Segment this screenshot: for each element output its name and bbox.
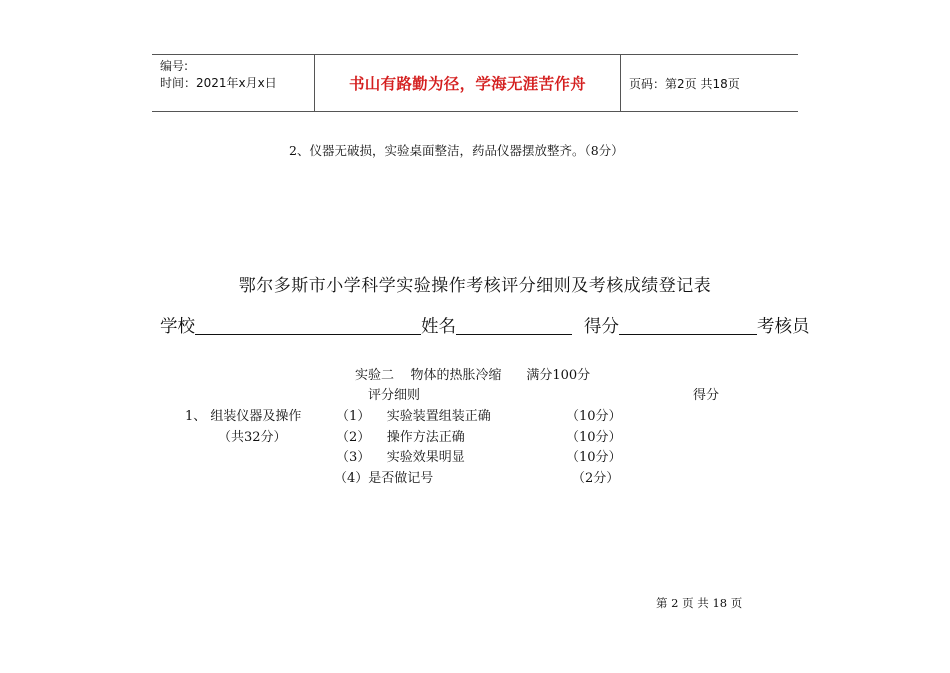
examiner-label: 考核员 (757, 317, 810, 337)
experiment-heading: 实验二 物体的热胀冷缩 满分100分 (355, 368, 591, 383)
page-title: 鄂尔多斯市小学科学实验操作考核评分细则及考核成绩登记表 (238, 276, 712, 296)
header-motto-box (314, 54, 621, 111)
previous-criterion-line: 2、仪器无破损，实验桌面整洁，药品仪器摆放整齐。（8分） (289, 143, 624, 158)
criterion-item-text: （3） 实验效果明显 (336, 450, 465, 465)
criterion-item-points: （10分） (566, 409, 622, 424)
criterion-item-text: （4）是否做记号 (334, 471, 434, 486)
criterion-item-points: （10分） (566, 430, 622, 445)
name-label: 姓名 (421, 317, 456, 337)
document-number-label: 编号: (160, 59, 189, 73)
criterion-item-points: （2分） (572, 471, 620, 486)
criterion-item-text: （1） 实验装置组装正确 (336, 409, 491, 424)
header-motto: 书山有路勤为径，学海无涯苦作舟 (348, 74, 586, 93)
school-blank (195, 314, 421, 335)
score-blank (619, 314, 757, 335)
column-header-score: 得分 (693, 388, 720, 403)
criterion-item-points: （10分） (566, 450, 622, 465)
document-time-label: 时间：2021年x月x日 (160, 76, 277, 90)
header-bottom-rule (152, 111, 798, 112)
section-total: （共32分） (218, 430, 287, 445)
name-blank (456, 314, 572, 335)
header-page-info: 页码：第2页 共18页 (629, 77, 740, 91)
column-header-rules: 评分细则 (368, 388, 421, 403)
form-fields-row (160, 313, 810, 338)
school-label: 学校 (160, 317, 195, 337)
section-label: 1、 组装仪器及操作 (185, 409, 302, 424)
criterion-item-text: （2） 操作方法正确 (336, 430, 465, 445)
score-label: 得分 (584, 317, 619, 337)
page-footer: 第 2 页 共 18 页 (656, 596, 743, 610)
header-meta (160, 58, 277, 92)
